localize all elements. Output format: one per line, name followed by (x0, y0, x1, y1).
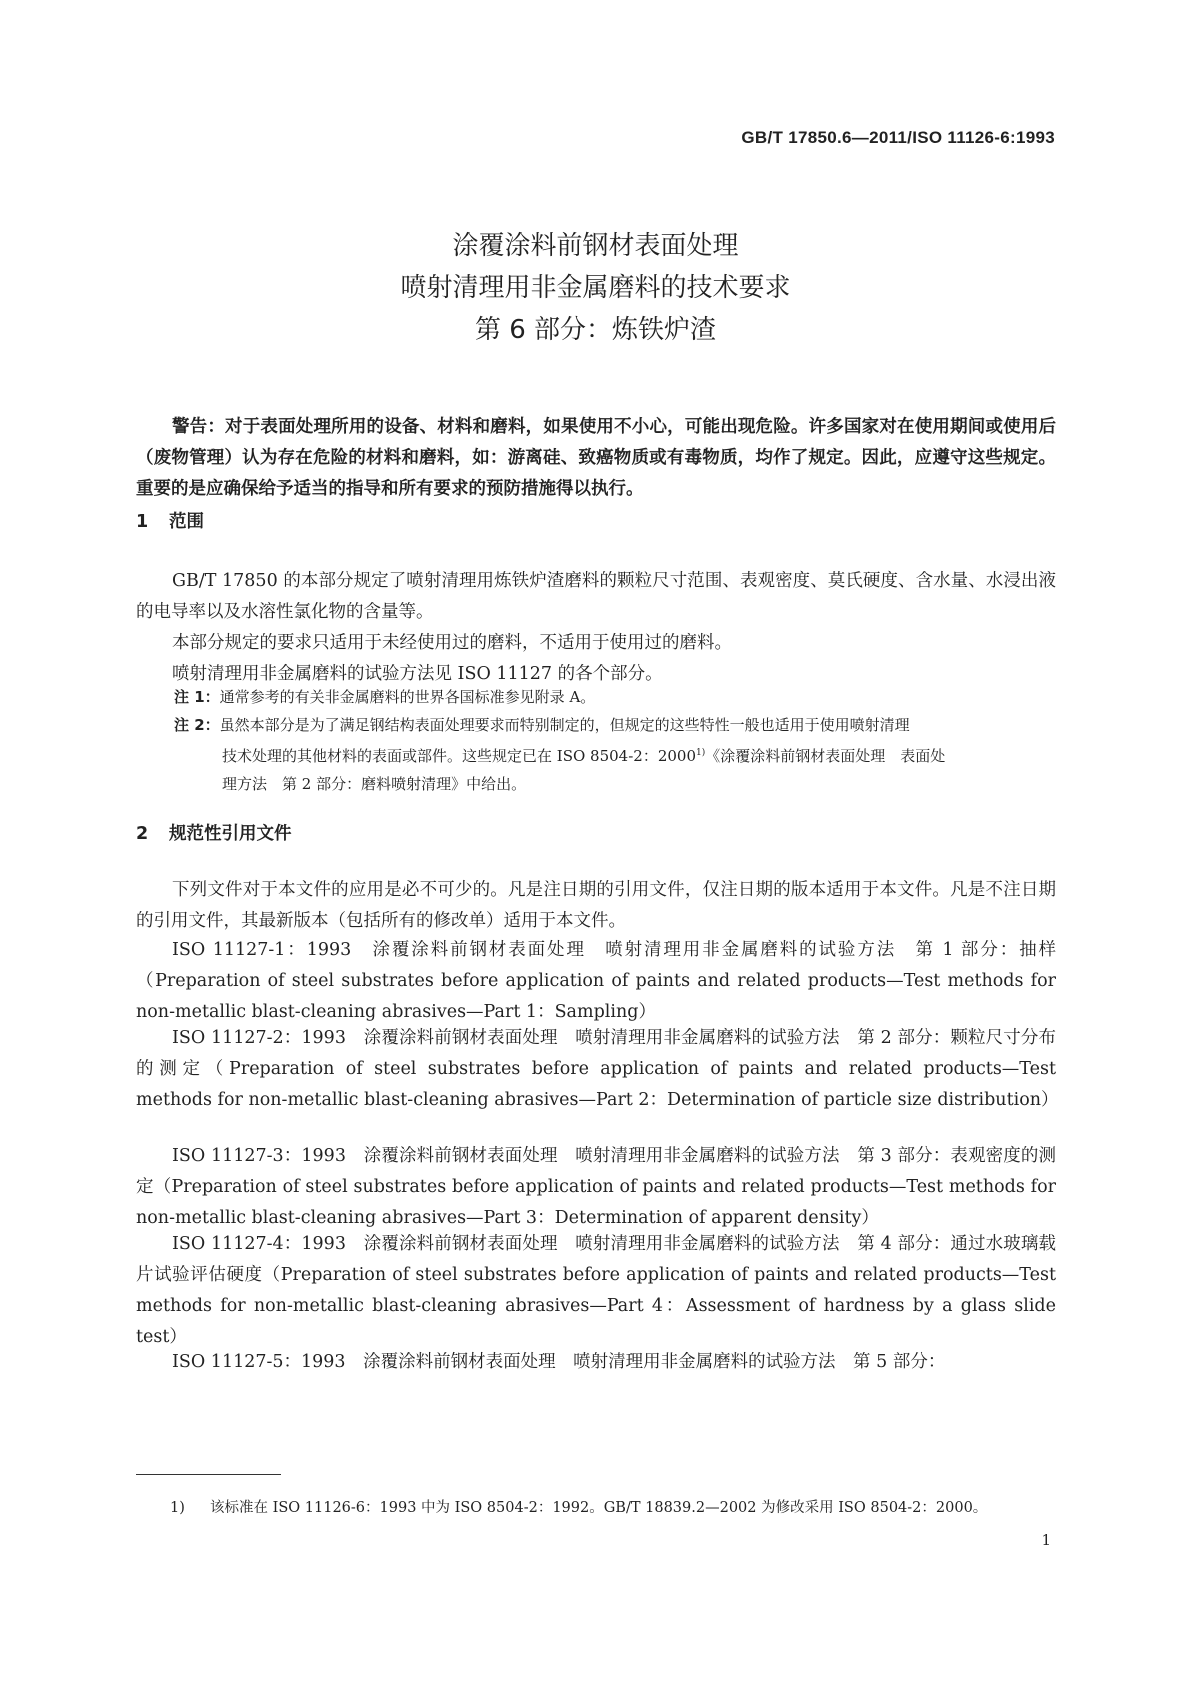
reference-item: ISO 11127-5：1993 涂覆涂料前钢材表面处理 喷射清理用非金属磨料的试验方法 第 5 部分： (172, 1352, 946, 1372)
note-2-text-b: 技术处理的其他材料的表面或部件。这些规定已在 ISO 8504-2：2000 (222, 747, 696, 765)
scope-paragraph-1: GB/T 17850 的本部分规定了喷射清理用炼铁炉渣磨料的颗粒尺寸范围、表观密度、莫氏硬度、含水量、水浸出液的电导率以及水溶性氯化物的含量等。 (136, 571, 1056, 622)
note-2-label: 注 2： (174, 716, 220, 734)
normative-intro: 下列文件对于本文件的应用是必不可少的。凡是注日期的引用文件，仅注日期的版本适用于本文件。凡是不注日期的引用文件，其最新版本（包括所有的修改单）适用于本文件。 (136, 880, 1056, 931)
note-2-text-a: 虽然本部分是为了满足钢结构表面处理要求而特别制定的，但规定的这些特性一般也适用于使用喷射清理 (219, 716, 910, 734)
note-2 (174, 711, 1056, 798)
footnote-number: 1) (170, 1500, 185, 1516)
section-2-number: 2 (136, 824, 149, 844)
scope-paragraph-3: 喷射清理用非金属磨料的试验方法见 ISO 11127 的各个部分。 (172, 664, 663, 684)
reference-item: ISO 11127-3：1993 涂覆涂料前钢材表面处理 喷射清理用非金属磨料的试验方法 第 3 部分：表观密度的测定（Preparation of steel substrates before application of paints and related products—Test methods for non-metallic blast-cleaning abrasives—Part 3：Determination of apparent density） (136, 1146, 1056, 1228)
title-line-3: 第 6 部分：炼铁炉渣 (474, 315, 717, 345)
standard-code: GB/T 17850.6—2011/ISO 11126-6:1993 (741, 128, 1055, 147)
section-1-title: 范围 (169, 512, 204, 532)
footnote-text: 该标准在 ISO 11126-6：1993 中为 ISO 8504-2：1992。GB/T 18839.2—2002 为修改采用 ISO 8504-2：2000。 (210, 1500, 988, 1516)
section-2-title: 规范性引用文件 (169, 824, 292, 844)
reference-item: ISO 11127-4：1993 涂覆涂料前钢材表面处理 喷射清理用非金属磨料的试验方法 第 4 部分：通过水玻璃载片试验评估硬度（Preparation of steel substrates before application of paints and related products—Test methods for non-metallic blast-cleaning abrasives—Part 4：Assessment of hardness by a glass slide test） (136, 1234, 1056, 1347)
title-line-2: 喷射清理用非金属磨料的技术要求 (400, 273, 791, 303)
document-title (0, 225, 1191, 351)
section-1-heading (136, 508, 204, 533)
page-number: 1 (1041, 1531, 1051, 1549)
reference-item: ISO 11127-1：1993 涂覆涂料前钢材表面处理 喷射清理用非金属磨料的试验方法 第 1 部分：抽样（Preparation of steel substrates before application of paints and related products—Test methods for non-metallic blast-cleaning abrasives—Part 1：Sampling） (136, 940, 1056, 1022)
note-1-text: 通常参考的有关非金属磨料的世界各国标准参见附录 A。 (219, 688, 596, 706)
section-1-number: 1 (136, 512, 149, 532)
footnote-divider (136, 1474, 281, 1475)
note-1 (174, 683, 1056, 711)
title-line-1: 涂覆涂料前钢材表面处理 (452, 231, 739, 261)
note-2-text-c: 《涂覆涂料前钢材表面处理 表面处 (705, 747, 946, 765)
note-1-label: 注 1： (174, 688, 220, 706)
footnote-ref: 1) (696, 748, 706, 758)
scope-paragraph-2: 本部分规定的要求只适用于未经使用过的磨料，不适用于使用过的磨料。 (172, 633, 732, 653)
reference-item: ISO 11127-2：1993 涂覆涂料前钢材表面处理 喷射清理用非金属磨料的试验方法 第 2 部分：颗粒尺寸分布的测定（Preparation of steel substrates before application of paints and related products—Test methods for non-metallic blast-cleaning abrasives—Part 2：Determination of particle size distribution） (136, 1028, 1059, 1110)
warning-paragraph: 警告：对于表面处理所用的设备、材料和磨料，如果使用不小心，可能出现危险。许多国家对在使用期间或使用后（废物管理）认为存在危险的材料和磨料，如：游离硅、致癌物质或有毒物质，均作了规定。因此，应遵守这些规定。重要的是应确保给予适当的指导和所有要求的预防措施得以执行。 (136, 417, 1056, 499)
section-2-heading (136, 820, 292, 845)
footnote (170, 1496, 987, 1517)
note-2-text-d: 理方法 第 2 部分：磨料喷射清理》中给出。 (222, 775, 527, 793)
